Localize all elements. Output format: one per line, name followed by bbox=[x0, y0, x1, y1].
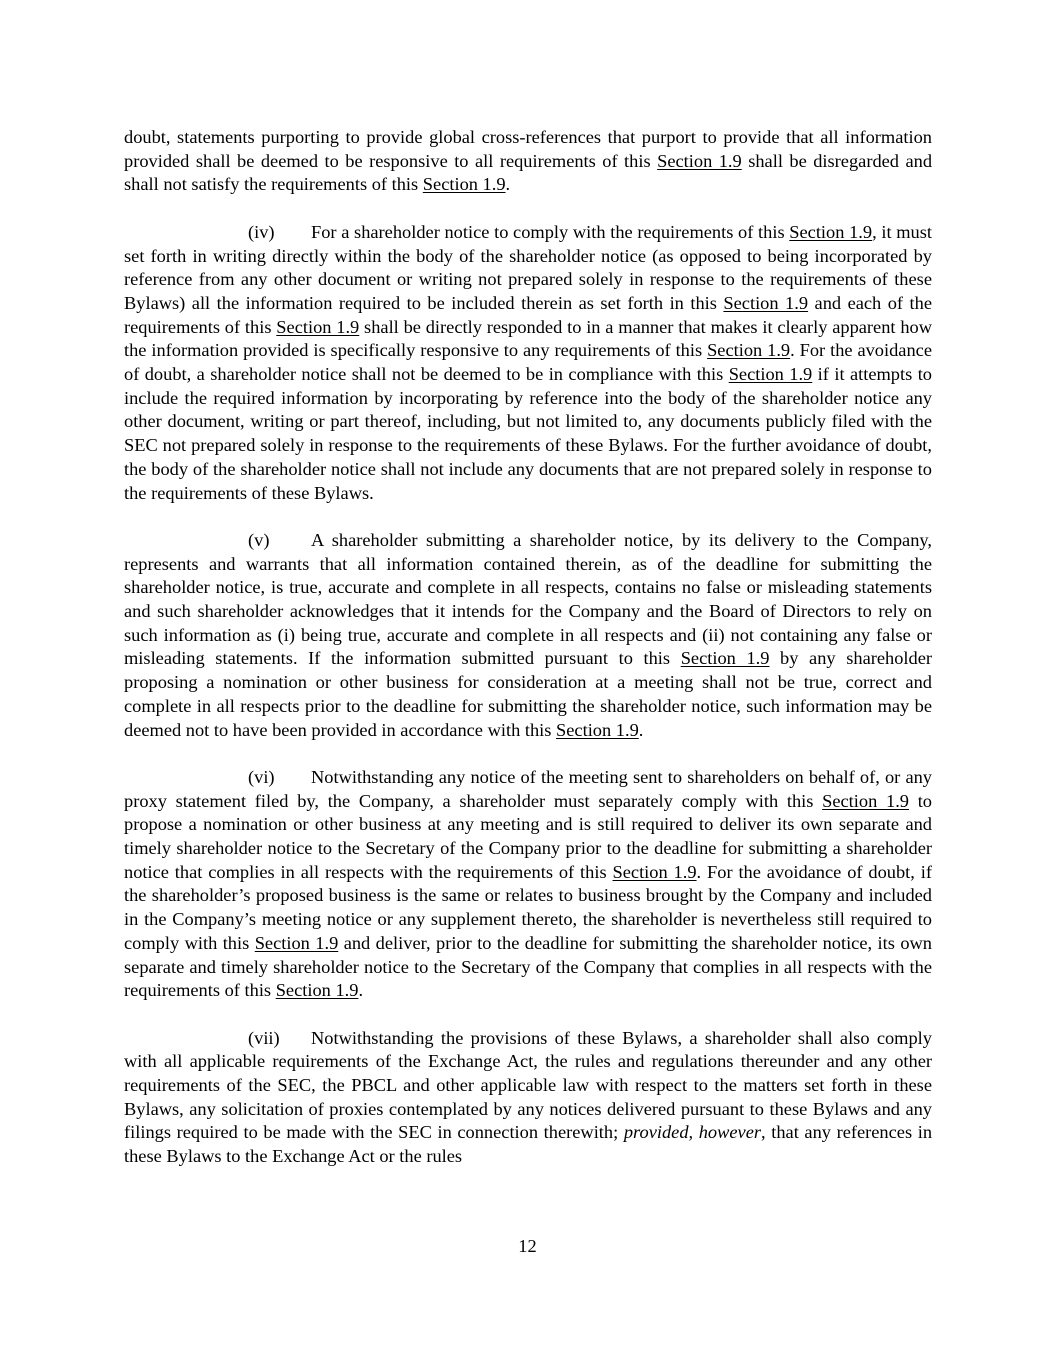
text-run: . bbox=[505, 174, 511, 195]
text-run: and each of the requirements of this bbox=[124, 292, 932, 337]
section-reference: Section 1.9 bbox=[707, 340, 791, 361]
paragraph-continued bbox=[124, 126, 932, 197]
text-run: to propose a nomination or other business at any meeting and is still required to deliver its own separate and timely shareholder notice to the Secretary of the Company prior to the deadline for submitting a shareholder notice that complies in all respects with the requirements of this bbox=[124, 790, 932, 882]
section-reference: Section 1.9 bbox=[254, 932, 339, 953]
text-run: by any shareholder proposing a nomination or other business for consideration at a meeting shall not be true, correct and complete in all respects prior to the deadline for submitting the shareholder notice, such information may be deemed not to have been provided in accordance with this bbox=[124, 648, 932, 740]
document-page bbox=[124, 126, 932, 1193]
text-run: . For the avoidance of doubt, if the shareholder’s proposed business is the same or relates to business brought by the Company and included in the Company’s meeting notice or any supplement thereto, the shareholder is nevertheless still required to comply with this bbox=[124, 861, 932, 953]
text-run: , that any references in these Bylaws to the Exchange Act or the rules bbox=[124, 1122, 933, 1167]
text-run: Notwithstanding any notice of the meeting sent to shareholders on behalf of, or any proxy statement filed by, the Company, a shareholder must separately comply with this bbox=[124, 766, 932, 811]
text-run: . bbox=[638, 719, 644, 740]
section-reference: Section 1.9 bbox=[789, 221, 873, 242]
paragraph-number: (v) bbox=[248, 529, 270, 550]
text-run: , it must set forth in writing directly within the body of the shareholder notice (as opposed to being incorporated by reference from any other document or writing not prepared solely in response to the requirements of these Bylaws) all the information required to be included therein as set forth in this bbox=[124, 221, 933, 313]
text-run: if it attempts to include the required information by incorporating by reference into the body of the shareholder notice any other document, writing or part thereof, including, but not limited to, any documents publicly filed with the SEC not prepared solely in response to the requirements of these Bylaws. For the further avoidance of doubt, the body of the shareholder notice shall not include any documents that are not prepared solely in response to the requirements of these Bylaws. bbox=[124, 364, 932, 503]
text-run: doubt, statements purporting to provide global cross-references that purport to provide that all information provided shall be deemed to be responsive to all requirements of this bbox=[124, 127, 932, 171]
text-run: and deliver, prior to the deadline for submitting the shareholder notice, its own separate and timely shareholder notice to the Secretary of the Company that complies in all respects with the requirements of this bbox=[124, 932, 933, 1001]
section-reference: Section 1.9 bbox=[556, 719, 639, 740]
section-reference: Section 1.9 bbox=[657, 150, 742, 171]
section-reference: Section 1.9 bbox=[612, 861, 697, 882]
paragraph-v bbox=[124, 529, 932, 742]
section-reference: Section 1.9 bbox=[822, 790, 909, 811]
paragraph-iv bbox=[124, 221, 932, 505]
paragraph-vi bbox=[124, 766, 932, 1003]
section-reference: Section 1.9 bbox=[723, 292, 809, 313]
text-run: A shareholder submitting a shareholder notice, by its delivery to the Company, represents and warrants that all information contained therein, as of the deadline for submitting the shareholder notice, is true, accurate and complete in all respects, contains no false or misleading statements and such shareholder acknowledges that it intends for the Company and the Board of Directors to rely on such information as (i) being true, accurate and complete in all respects and (ii) not containing any false or misleading statements. If the information submitted pursuant to this bbox=[124, 529, 932, 669]
page-number: 12 bbox=[518, 1236, 537, 1256]
text-run: Notwithstanding the provisions of these Bylaws, a shareholder shall also comply with all applicable requirements of the Exchange Act, the rules and regulations thereunder and any other requirements of the SEC, the PBCL and other applicable law with respect to the matters set forth in these Bylaws, any solicitation of proxies contemplated by any notices delivered pursuant to these Bylaws and any filings required to be made with the SEC in connection therewith; bbox=[124, 1027, 932, 1143]
section-reference: Section 1.9 bbox=[680, 648, 770, 669]
paragraph-number: (iv) bbox=[248, 221, 275, 242]
italic-text: provided, however bbox=[623, 1122, 762, 1143]
paragraph-vii bbox=[124, 1027, 932, 1169]
text-run: . bbox=[358, 980, 364, 1001]
text-run: shall be directly responded to in a manner that makes it clearly apparent how the information provided is specifically responsive to any requirements of this bbox=[124, 316, 932, 361]
section-reference: Section 1.9 bbox=[422, 174, 506, 195]
text-run: . For the avoidance of doubt, a shareholder notice shall not be deemed to be in compliance with this bbox=[124, 340, 932, 385]
text-run: shall be disregarded and shall not satisfy the requirements of this bbox=[124, 150, 933, 195]
paragraph-number: (vii) bbox=[248, 1027, 280, 1048]
section-reference: Section 1.9 bbox=[275, 980, 359, 1001]
section-reference: Section 1.9 bbox=[728, 364, 813, 385]
text-run: For a shareholder notice to comply with the requirements of this bbox=[311, 221, 790, 242]
section-reference: Section 1.9 bbox=[276, 316, 360, 337]
paragraph-number: (vi) bbox=[248, 766, 275, 787]
